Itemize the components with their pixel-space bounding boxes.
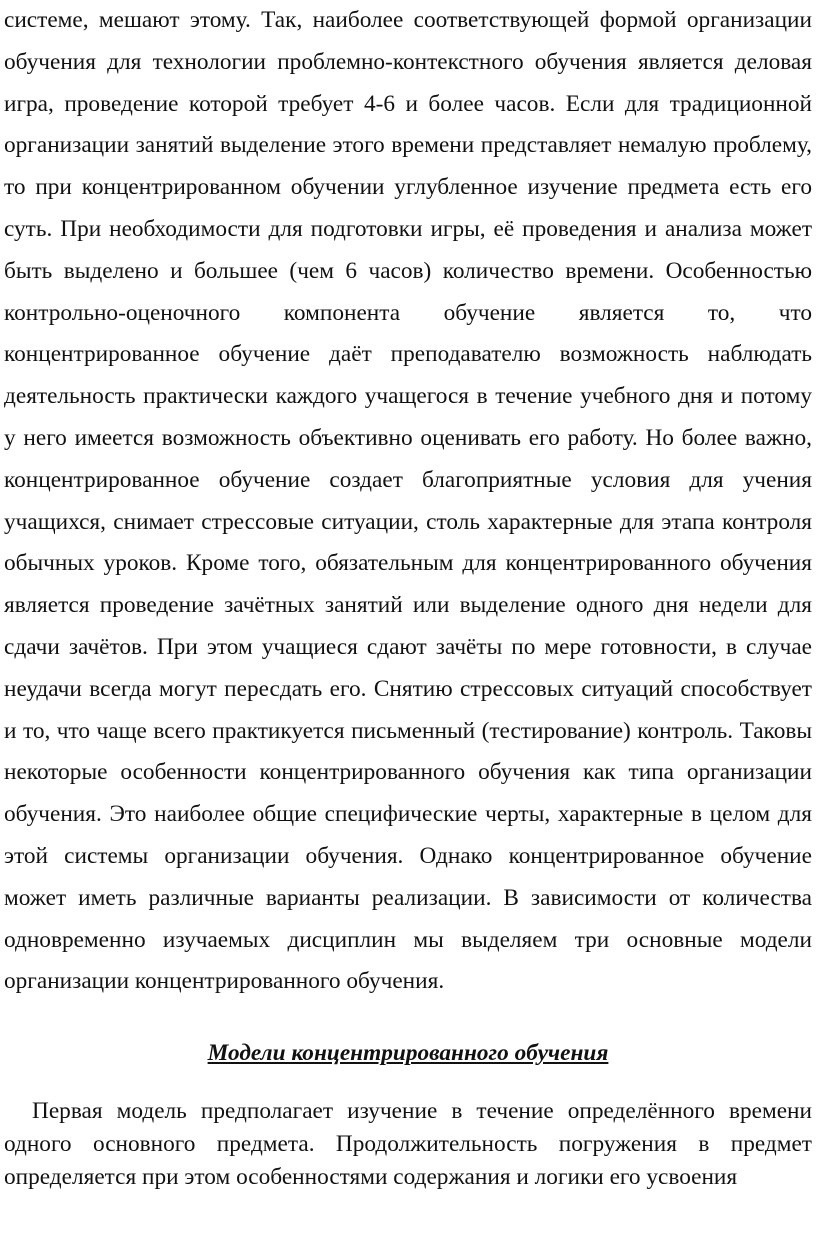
document-page (4, 0, 812, 1194)
body-paragraph: системе, мешают этому. Так, наиболее соответствующей формой организации обучения для технологии проблемно-контекстного обучения является деловая игра, проведение которой требует 4-6 и более часов. Если для традиционной организации занятий выделение этого времени представляет немалую проблему, то при концентрированном обучении углубленное изучение предмета есть его суть. При необходимости для подготовки игры, её проведения и анализа может быть выделено и большее (чем 6 часов) количество времени. Особенностью контрольно-оценочного компонента обучение является то, что концентрированное обучение даёт преподавателю возможность наблюдать деятельность практически каждого учащегося в течение учебного дня и потому у него имеется возможность объективно оценивать его работу. Но более важно, концентрированное обучение создает благоприятные условия для учения учащихся, снимает стрессовые ситуации, столь характерные для этапа контроля обычных уроков. Кроме того, обязательным для концентрированного обучения является проведение зачётных занятий или выделение одного дня недели для сдачи зачётов. При этом учащиеся сдают зачёты по мере готовности, в случае неудачи всегда могут пересдать его. Снятию стрессовых ситуаций способствует и то, что чаще всего практикуется письменный (тестирование) контроль. Таковы некоторые особенности концентрированного обучения как типа организации обучения. Это наиболее общие специфические черты, характерные в целом для этой системы организации обучения. Однако концентрированное обучение может иметь различные варианты реализации. В зависимости от количества одновременно изучаемых дисциплин мы выделяем три основные модели организации концентрированного обучения. (4, 7, 812, 995)
body-paragraph-2: Первая модель предполагает изучение в течение определённого времени одного основного предмета. Продолжительность погружения в предмет определяется при этом особенностями содержания и логики его усвоения (4, 1098, 812, 1191)
section-heading: Модели концентрированного обучения (207, 1040, 609, 1067)
